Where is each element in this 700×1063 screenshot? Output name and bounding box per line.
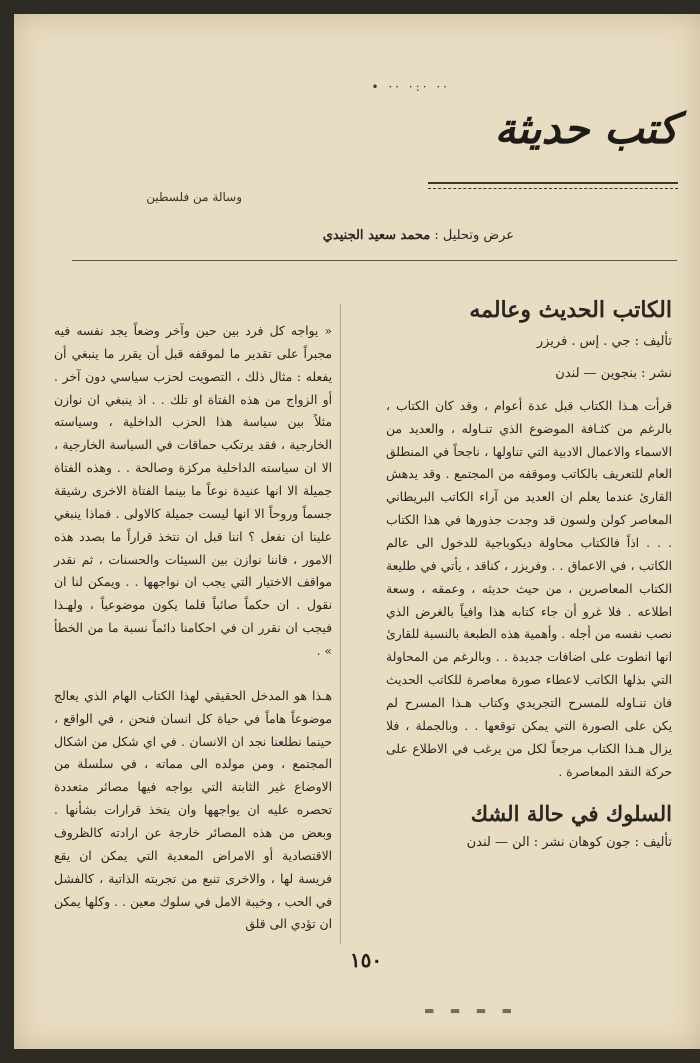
divider bbox=[72, 260, 677, 261]
second-article-meta: تأليف : جون كوهان نشر : الن — لندن bbox=[466, 835, 672, 851]
section-title: كتب حديثة bbox=[494, 104, 678, 153]
column-divider bbox=[340, 304, 341, 944]
left-column bbox=[54, 320, 332, 936]
quote-paragraph: « يواجه كل فرد بين حين وآخر وضعاً يجد نفسه فيه مجبراً على تقدير ما لموقفه قبل أن يقرر ما ينبغي أن يفعله : مثال ذلك ، التصويت لحزب سياسي دون آخر . أو الزواج من هذه الفتاة او تلك . . اذ ينبغي ان نوازن مثلاً بين سياسة هذا الحزب الداخلية ، وسياسته الخارجية ، فقد يرتكب حماقات في السياسة الخارجية ، الا ان سياسته الداخلية مركزة وصالحة . . وهذه الفتاة جميلة الا انها عنيدة نوعاً ما بينما الفتاة الاخرى رشيقة جسماً وروحاً الا انها ليست جميلة كالاولى . فماذا ينبغي علينا ان نفعل ؟ اننا قبل ان نتخذ قراراً ما بصدد هذه الامور ، فاننا نوازن بين السيئات والحسنات ، ثم نقدر مواقف الاختيار التي يجب ان نواجهها . . ويمكن لنا ان نقول . ان حكماً صائباً قلما يكون موضوعياً ، ولهـذا فيجب ان نقرر ان في احكامنا دائماً نسبة ما من الخطأ » . bbox=[54, 324, 332, 659]
article-publisher: نشر : بنجوين — لندن bbox=[555, 365, 672, 381]
right-column bbox=[386, 296, 672, 864]
byline-prefix: عرض وتحليل : bbox=[434, 228, 514, 243]
page-number: ١٥٠ bbox=[349, 948, 383, 972]
article-body: قرأت هـذا الكتاب قبل عدة أعوام ، وقد كان الكتاب ، بالرغم من كثـافة الموضوع الذي تنـاوله ، والعديد من الاسماء والاعمال الادبية التي تناولها ، ناجحاً في المنطلق العام للتعريف بالكاتب وموقفه من المجتمع . وقد يدهش القارئ عندما يعلم ان العديد من آراء الكاتب البريطاني المعاصر كولن ولسون قد وجدت جذورها في هذا الكتاب . . . اذاً فالكتاب محاولة ديكوباجية للدخول الى عالم الكاتب ، في الاعماق . . وفريزر ، كناقد ، يأتي في طليعة الكتاب المعاصرين ، من حيث حديثه ، وعمقه ، وسعة اطلاعه . فلا غرو أن جاء كتابه هذا وافياً بالغرض الذي نصب نفسه من أجله . وأهمية هذه الطبعة بالنسبة للقارئ انها انطوت على اضافات جديدة . . وبالرغم من المحاولة التي بذلها الكاتب لاعطاء صورة معاصرة للكاتب الحديث فان تنـاوله للمسرح التجريدي وكتاب هـذا المسرح لم يكن على الصورة التي يمكن توقعها . . وبالجملة ، فلا يزال هـذا الكتاب مرجعاً لكل من يرغب في الاطلاع على حركة النقد المعاصرة . bbox=[386, 398, 672, 779]
footer-marks: ▬ ▬ ▬ ▬ bbox=[424, 1004, 519, 1017]
section-subtitle: وسالة من فلسطين bbox=[146, 190, 242, 204]
article-author: تأليف : جي . إس . فريزر bbox=[536, 333, 672, 349]
masthead-rule bbox=[428, 182, 678, 184]
body-paragraph: هـذا هو المدخل الحقيقي لهذا الكتاب الهام الذي يعالج موضوعاً هاماً في حياة كل انسان فنحن ، في الواقع ، حينما نطلعنا نجد ان الانسان . في اي شكل من اشكال المجتمع ، ومن مولده الى مماته ، في سلسلة من الاوضاع غير الثابتة التي يواجه فيها مصائر متعددة تحصره عليه ان يواجهها وان يتخذ قرارات بشأنها . وبعض من هذه المصائر خارجة عن ارادته كالظروف الاقتصادية أو الامراض المعدية التي يمكن ان يقع فريسة لها ، والاخرى تنبع من تجربته الذاتية ، كالفشل في الحب ، وخيبة الامل في سلوك معين . . وكلها يمكن ان تؤدي الى قلق bbox=[54, 688, 332, 932]
ornament-dots: • ·· ·:· ·· bbox=[371, 80, 450, 94]
masthead bbox=[428, 104, 678, 200]
second-article-title: السلوك في حالة الشك bbox=[470, 801, 672, 827]
article-title: الكاتب الحديث وعالمه bbox=[469, 297, 672, 323]
byline bbox=[134, 228, 514, 243]
byline-author: محمد سعيد الجنيدي bbox=[322, 228, 431, 243]
masthead-dashed-rule bbox=[428, 188, 678, 189]
magazine-page bbox=[14, 14, 700, 1049]
